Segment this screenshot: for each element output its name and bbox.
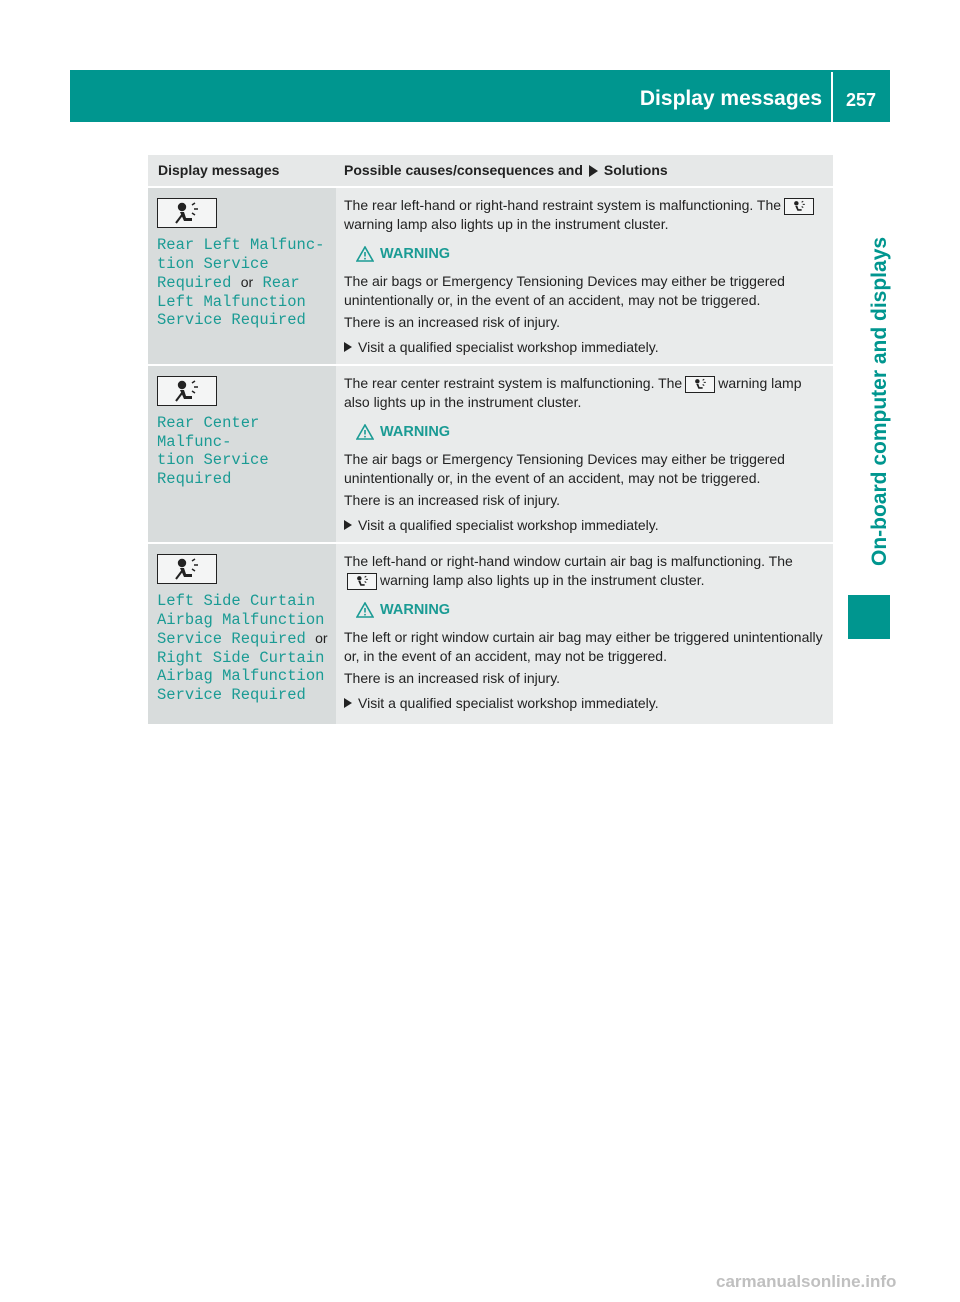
page-title: Display messages xyxy=(639,87,822,110)
airbag-warning-icon xyxy=(347,573,377,590)
message-right-side-curtain: Right Side Curtain Airbag Malfunction Service Required xyxy=(157,648,325,704)
table-row xyxy=(148,186,833,364)
message-rear-left: Rear Left Malfunc‐ tion Service Required xyxy=(157,236,325,293)
airbag-warning-icon xyxy=(157,198,217,228)
table-row xyxy=(148,542,833,724)
table-header xyxy=(148,155,833,186)
cause-text-a: The left-hand or right-hand window curtain air bag is malfunctioning. The xyxy=(344,553,793,569)
display-message-text xyxy=(157,236,328,330)
display-message-text xyxy=(157,414,328,488)
solution-text: Visit a qualified specialist workshop immediately. xyxy=(358,516,659,533)
warning-label: WARNING xyxy=(380,245,451,262)
display-messages-table xyxy=(148,155,833,724)
column-header-causes-label: Possible causes/consequences and xyxy=(344,162,583,178)
risk-paragraph: There is an increased risk of injury. xyxy=(344,492,561,508)
cause-paragraph xyxy=(344,374,826,412)
solution-step xyxy=(344,338,826,357)
cause-text-b: warning lamp also lights up in the instrument cluster. xyxy=(344,375,802,410)
cause-text-b: warning lamp also lights up in the instrument cluster. xyxy=(380,571,705,588)
warning-paragraph: The air bags or Emergency Tensioning Devices may either be triggered unintentionally or, in the event of an accident, may not be triggered. xyxy=(344,451,785,486)
warning-heading xyxy=(356,423,826,442)
page-number: 257 xyxy=(845,90,877,110)
column-header-causes xyxy=(336,155,833,186)
table-row xyxy=(148,364,833,542)
warning-paragraph: The left or right window curtain air bag may either be triggered unintentionally or, in the event of an accident, may not be triggered. xyxy=(344,629,823,664)
warning-triangle-icon xyxy=(356,246,374,262)
chapter-tab-label: On-board computer and displays xyxy=(868,236,891,566)
or-label: or xyxy=(315,630,328,647)
warning-heading xyxy=(356,245,826,264)
display-message-cell xyxy=(148,544,336,724)
column-header-solutions-label: Solutions xyxy=(603,162,668,178)
step-arrow-icon xyxy=(344,342,352,352)
cause-text-a: The rear center restraint system is malfunctioning. The xyxy=(344,375,683,391)
warning-label: WARNING xyxy=(380,601,451,618)
warning-paragraph: The air bags or Emergency Tensioning Devices may either be triggered unintentionally or, in the event of an accident, may not be triggered. xyxy=(344,273,785,308)
header-divider xyxy=(831,72,833,122)
message-rear-left-alt: Rear Left Malfunction Service Required xyxy=(157,274,306,330)
solution-step xyxy=(344,516,826,535)
footer-watermark: carmanualsonline.info xyxy=(716,1272,897,1291)
airbag-warning-icon xyxy=(784,198,814,215)
display-message-cell xyxy=(148,366,336,542)
cause-paragraph xyxy=(344,196,826,234)
causes-cell xyxy=(336,366,833,542)
step-arrow-icon xyxy=(344,698,352,708)
step-arrow-icon xyxy=(344,520,352,530)
message-left-side-curtain: Left Side Curtain Airbag Malfunction Service Required xyxy=(157,592,325,649)
column-header-display-messages: Display messages xyxy=(158,162,280,178)
step-arrow-icon xyxy=(589,165,598,177)
solution-text: Visit a qualified specialist workshop immediately. xyxy=(358,694,659,711)
causes-cell xyxy=(336,544,833,724)
risk-paragraph: There is an increased risk of injury. xyxy=(344,314,561,330)
cause-paragraph xyxy=(344,552,826,590)
chapter-tab-marker xyxy=(848,595,890,639)
warning-heading xyxy=(356,601,826,620)
cause-text-a: The rear left-hand or right-hand restraint system is malfunctioning. The xyxy=(344,197,782,213)
risk-paragraph: There is an increased risk of injury. xyxy=(344,670,561,686)
warning-triangle-icon xyxy=(356,602,374,618)
display-message-cell xyxy=(148,188,336,364)
causes-cell xyxy=(336,188,833,364)
message-rear-center: Rear Center Malfunc‐ tion Service Required xyxy=(157,414,269,488)
airbag-warning-icon xyxy=(685,376,715,393)
solution-step xyxy=(344,694,826,713)
solution-text: Visit a qualified specialist workshop immediately. xyxy=(358,338,659,355)
warning-label: WARNING xyxy=(380,423,451,440)
cause-text-b: warning lamp also lights up in the instrument cluster. xyxy=(344,216,669,232)
display-message-text xyxy=(157,592,328,705)
or-label: or xyxy=(240,274,254,291)
airbag-warning-icon xyxy=(157,554,217,584)
warning-triangle-icon xyxy=(356,424,374,440)
airbag-warning-icon xyxy=(157,376,217,406)
